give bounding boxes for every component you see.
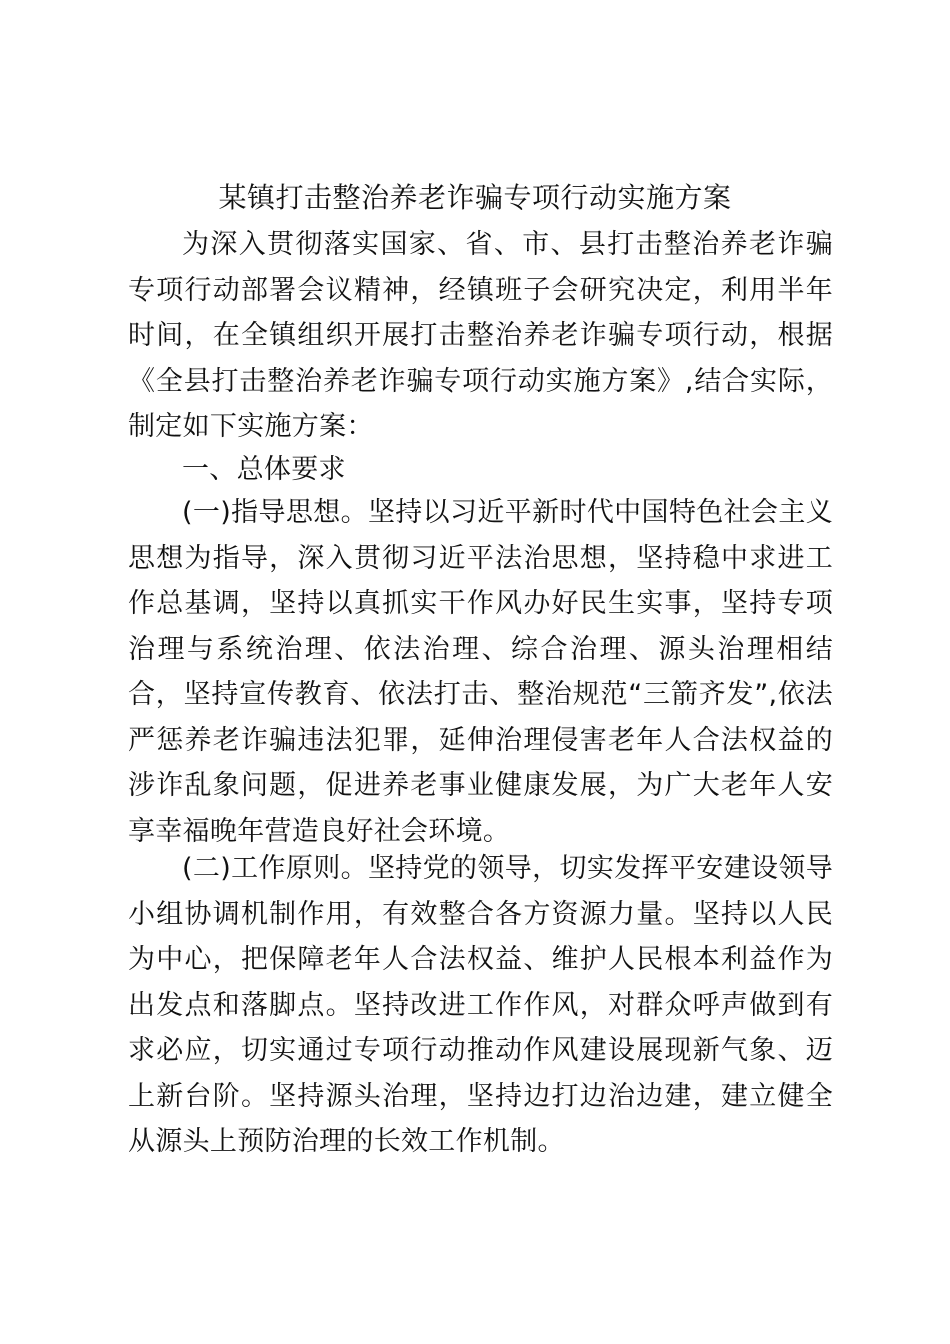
- document-title: 某镇打击整治养老诈骗专项行动实施方案: [218, 181, 732, 214]
- section-heading-general-requirements: 一、总体要求: [182, 454, 346, 485]
- guiding-ideology-paragraph: (一)指导思想。坚持以习近平新时代中国特色社会主义思想为指导，深入贯彻习近平法治思想，坚持稳中求进工作总基调，坚持以真抓实干作风办好民生实事，坚持专项治理与系统治理、依法治理、综合治理、源头治理相结合，坚持宣传教育、依法打击、整治规范“三箭齐发”,依法严惩养老诈骗违法犯罪，延伸治理侵害老年人合法权益的涉诈乱象问题，促进养老事业健康发展，为广大老年人安享幸福晚年营造良好社会环境。: [128, 497, 833, 847]
- working-principles-paragraph: (二)工作原则。坚持党的领导，切实发挥平安建设领导小组协调机制作用，有效整合各方资源力量。坚持以人民为中心，把保障老年人合法权益、维护人民根本利益作为出发点和落脚点。坚持改进工作作风，对群众呼声做到有求必应，切实通过专项行动推动作风建设展现新气象、迈上新台阶。坚持源头治理，坚持边打边治边建，建立健全从源头上预防治理的长效工作机制。: [128, 853, 833, 1157]
- intro-paragraph: 为深入贯彻落实国家、省、市、县打击整治养老诈骗专项行动部署会议精神，经镇班子会研究决定，利用半年时间，在全镇组织开展打击整治养老诈骗专项行动，根据《全县打击整治养老诈骗专项行动实施方案》,结合实际，制定如下实施方案：: [128, 229, 833, 442]
